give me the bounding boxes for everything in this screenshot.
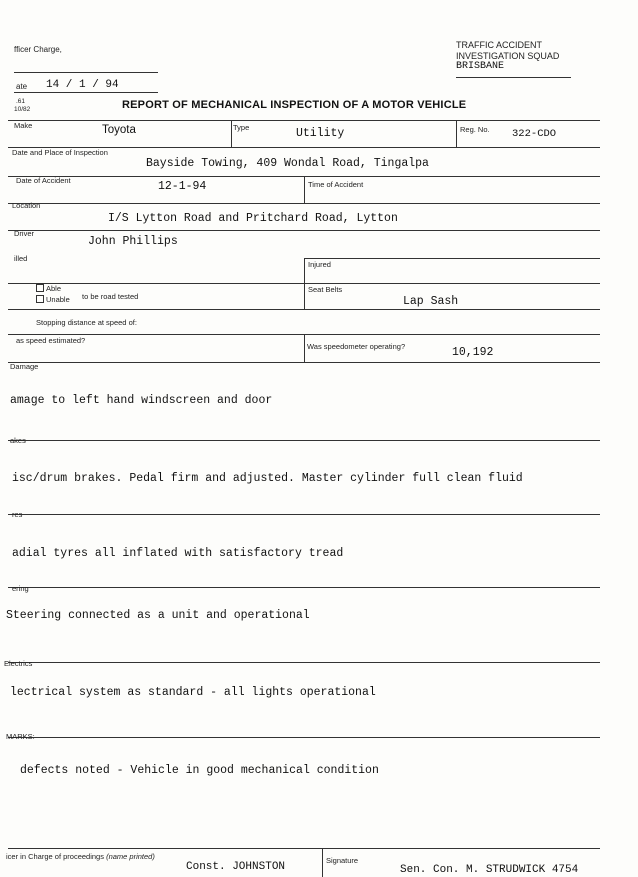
rule <box>8 514 600 515</box>
rule <box>8 362 600 363</box>
injured-label: Injured <box>308 260 331 269</box>
remarks-label: MARKS: <box>6 732 35 741</box>
driver-label: Driver <box>14 229 34 238</box>
rule <box>8 587 600 588</box>
squad-underline <box>456 77 571 78</box>
officer-line <box>14 72 158 73</box>
rule <box>8 737 600 738</box>
brakes-value: isc/drum brakes. Pedal firm and adjusted. Master cylinder full clean fluid <box>12 472 523 485</box>
rule <box>304 258 600 259</box>
damage-value: amage to left hand windscreen and door <box>10 394 273 407</box>
accident-date-value: 12-1-94 <box>158 180 207 193</box>
squad-line-3: BRISBANE <box>456 61 505 72</box>
stopping-distance-label: Stopping distance at speed of: <box>36 318 137 327</box>
rule <box>456 121 457 147</box>
officer-proceedings-note: (name printed) <box>106 852 155 861</box>
rule <box>8 848 600 849</box>
accident-date-label: Date of Accident <box>16 176 71 185</box>
tyres-value: adial tyres all inflated with satisfactory tread <box>12 547 344 560</box>
steering-value: Steering connected as a unit and operational <box>6 609 310 622</box>
speed-estimated-label: as speed estimated? <box>16 336 86 345</box>
form-code-2: 10/82 <box>14 106 31 113</box>
rule <box>304 258 305 283</box>
rule <box>8 309 600 310</box>
speedometer-label: Was speedometer operating? <box>307 342 406 351</box>
tyres-label: res <box>12 510 23 519</box>
form-code-1: .61 <box>16 98 26 105</box>
killed-label: illed <box>14 254 28 263</box>
rule <box>304 176 305 203</box>
officer-proceedings-text: icer in Charge of proceedings <box>6 852 104 861</box>
seat-belts-value: Lap Sash <box>403 295 459 308</box>
make-label: Make <box>14 121 33 130</box>
officer-in-charge-label: fficer Charge, <box>14 45 62 54</box>
unable-option[interactable] <box>36 295 70 304</box>
inspection-label: Date and Place of Inspection <box>12 148 108 157</box>
report-title: REPORT OF MECHANICAL INSPECTION OF A MOTOR VEHICLE <box>122 99 467 111</box>
reg-value: 322-CDO <box>512 128 557 140</box>
rule <box>304 334 305 362</box>
type-value: Utility <box>296 127 345 140</box>
rule <box>8 662 600 663</box>
accident-time-label: Time of Accident <box>308 180 364 189</box>
signature-value: Sen. Con. M. STRUDWICK 4754 <box>400 864 579 876</box>
able-label: Able <box>46 284 62 293</box>
rule <box>304 283 305 309</box>
squad-line-2: INVESTIGATION SQUAD <box>456 51 560 61</box>
steering-label: ering <box>12 584 29 593</box>
signature-label: Signature <box>326 856 359 865</box>
officer-proceedings-label <box>6 852 155 861</box>
squad-line-1: TRAFFIC ACCIDENT <box>456 40 543 50</box>
electrics-value: lectrical system as standard - all lights operational <box>10 686 376 699</box>
officer-proceedings-value: Const. JOHNSTON <box>186 861 286 873</box>
rule <box>8 230 600 231</box>
rule <box>231 121 232 147</box>
able-checkbox[interactable] <box>36 284 44 292</box>
date-line <box>14 92 158 93</box>
driver-value: John Phillips <box>88 235 178 248</box>
remarks-value: defects noted - Vehicle in good mechanical condition <box>20 764 379 777</box>
reg-label: Reg. No. <box>460 125 490 134</box>
rule <box>322 848 323 877</box>
inspection-value: Bayside Towing, 409 Wondal Road, Tingalpa <box>146 157 429 170</box>
rule <box>8 440 600 441</box>
date-label: ate <box>16 82 28 91</box>
able-option[interactable] <box>36 284 61 293</box>
damage-label: Damage <box>10 362 39 371</box>
date-value: 14 / 1 / 94 <box>46 79 119 91</box>
rule <box>8 120 600 121</box>
rule <box>8 203 600 204</box>
road-tested-label: to be road tested <box>82 292 139 301</box>
location-value: I/S Lytton Road and Pritchard Road, Lytton <box>108 212 398 225</box>
type-label: Type <box>233 123 250 132</box>
electrics-label: Electrics <box>4 659 33 668</box>
unable-checkbox[interactable] <box>36 295 44 303</box>
location-label: Location <box>12 201 41 210</box>
seat-belts-label: Seat Belts <box>308 285 343 294</box>
unable-label: Unable <box>46 295 70 304</box>
speedometer-value: 10,192 <box>452 346 494 359</box>
brakes-label: akes <box>10 436 26 445</box>
make-value: Toyota <box>102 124 136 136</box>
